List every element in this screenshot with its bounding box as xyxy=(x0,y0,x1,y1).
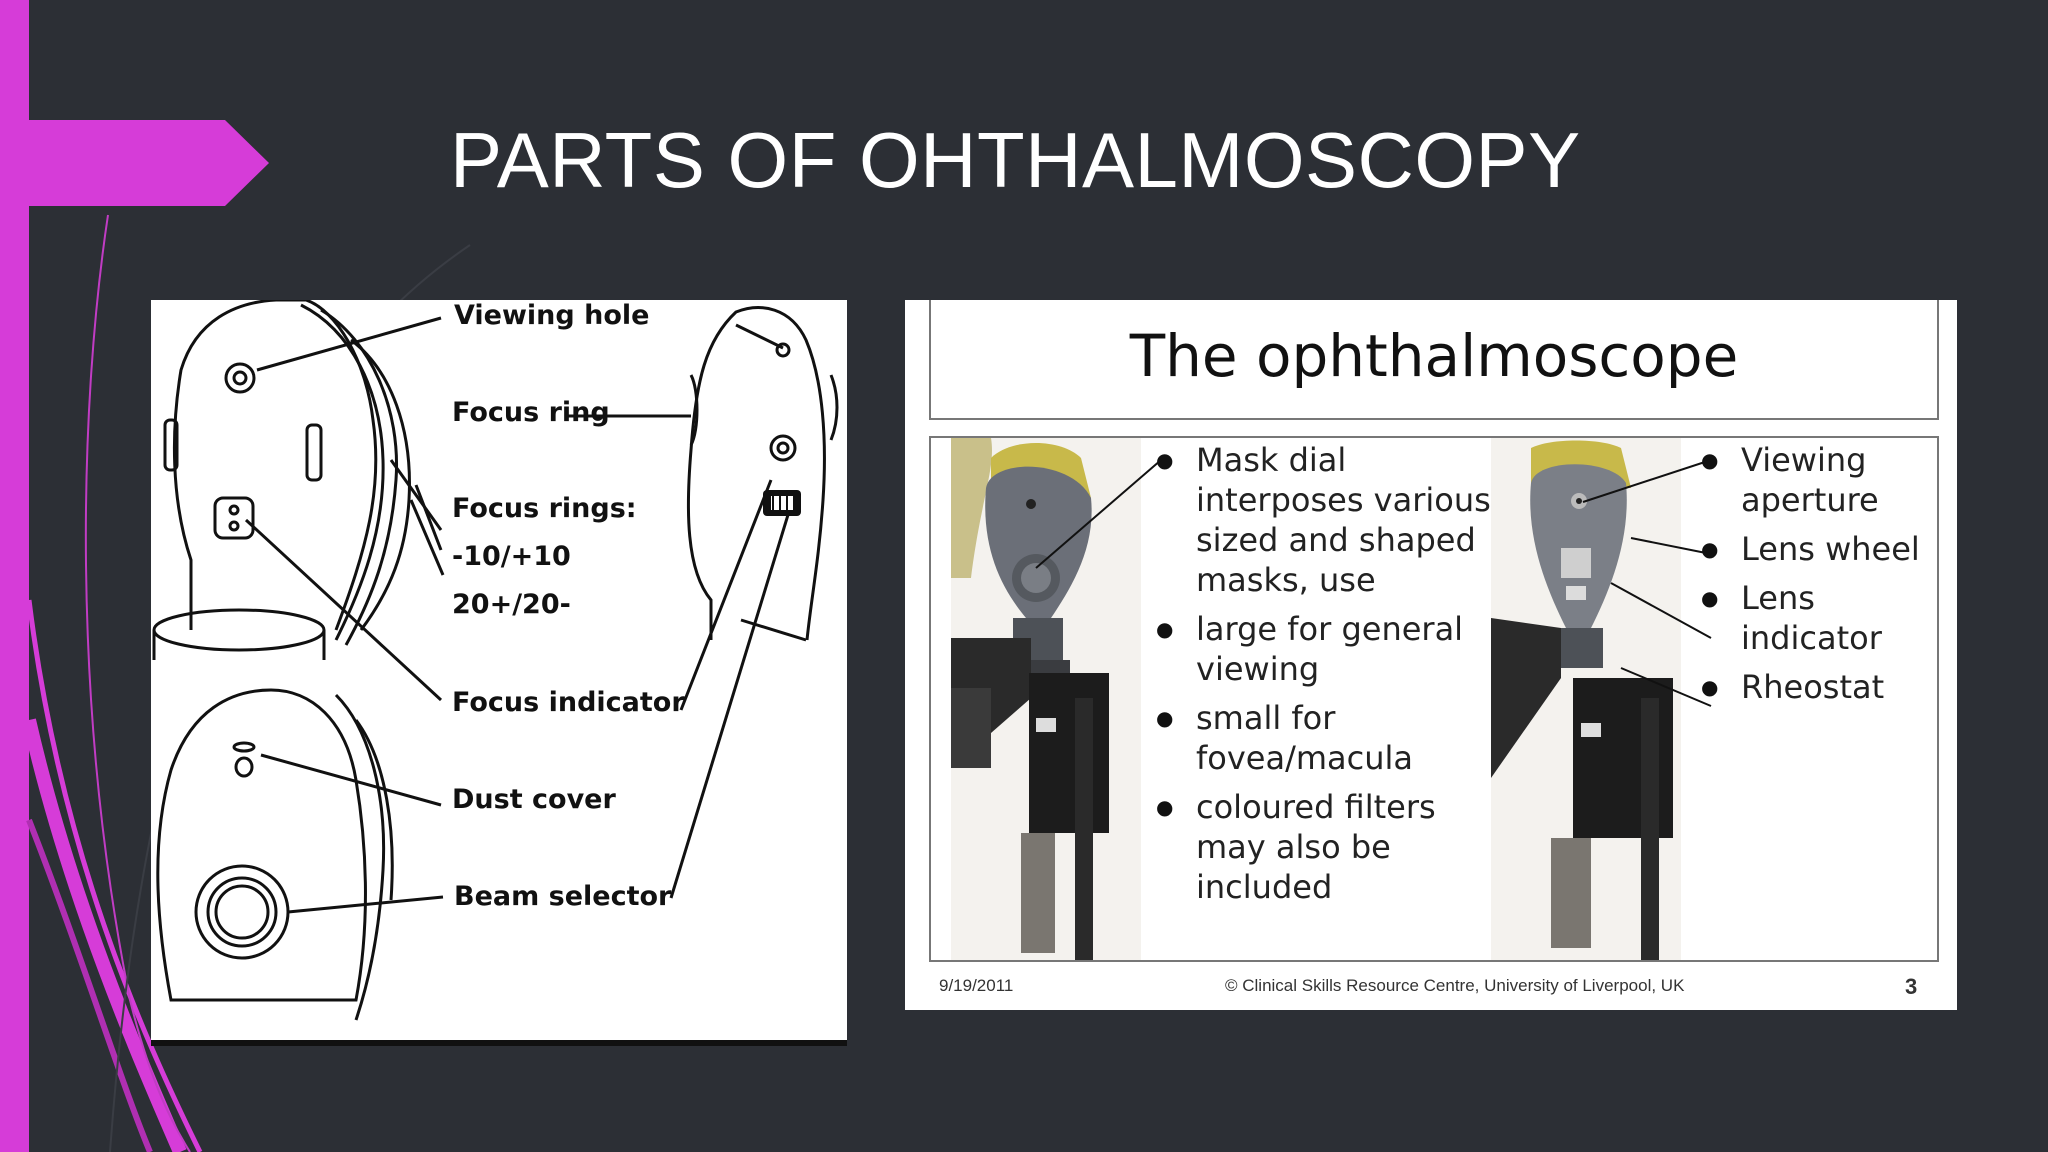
bullet-item: ● Viewing aperture xyxy=(1701,440,1931,520)
title-arrow xyxy=(29,120,269,206)
slide-title: PARTS OF OHTHALMOSCOPY xyxy=(450,116,1581,204)
bullet-item: ● Lens indicator xyxy=(1701,578,1931,658)
bullet-item: ● coloured filters may also be included xyxy=(1156,787,1496,907)
bullet-item: ● large for general viewing xyxy=(1156,609,1496,689)
footer-credit: © Clinical Skills Resource Centre, University of Liverpool, UK xyxy=(1225,976,1685,995)
bullet-item: ● Rheostat xyxy=(1701,667,1931,707)
bullet-item: ● Lens wheel xyxy=(1701,529,1931,569)
bullet-item: ● small for fovea/macula xyxy=(1156,698,1496,778)
label-beam-selector: Beam selector xyxy=(454,881,672,912)
embedded-slide-body xyxy=(929,436,1939,962)
label-focus-indicator: Focus indicator xyxy=(452,687,685,718)
label-dust-cover: Dust cover xyxy=(452,784,616,815)
ophthalmoscope-diagram xyxy=(151,300,847,1046)
bullet-item: ● Mask dial interposes various sized and shaped masks, use xyxy=(1156,440,1496,600)
embedded-slide xyxy=(905,300,1957,1010)
label-focus-ring: Focus ring xyxy=(452,397,610,428)
embedded-slide-header xyxy=(929,300,1939,420)
footer-page-number: 3 xyxy=(1905,974,1918,999)
embedded-slide-title: The ophthalmoscope xyxy=(1129,322,1739,390)
label-focus-rings-2: 20+/20- xyxy=(452,589,571,620)
label-focus-rings-1: -10/+10 xyxy=(452,541,571,572)
callout-lines xyxy=(931,438,1937,960)
label-viewing-hole: Viewing hole xyxy=(454,300,650,331)
footer-date: 9/19/2011 xyxy=(939,976,1014,995)
label-focus-rings-heading: Focus rings: xyxy=(452,493,637,524)
